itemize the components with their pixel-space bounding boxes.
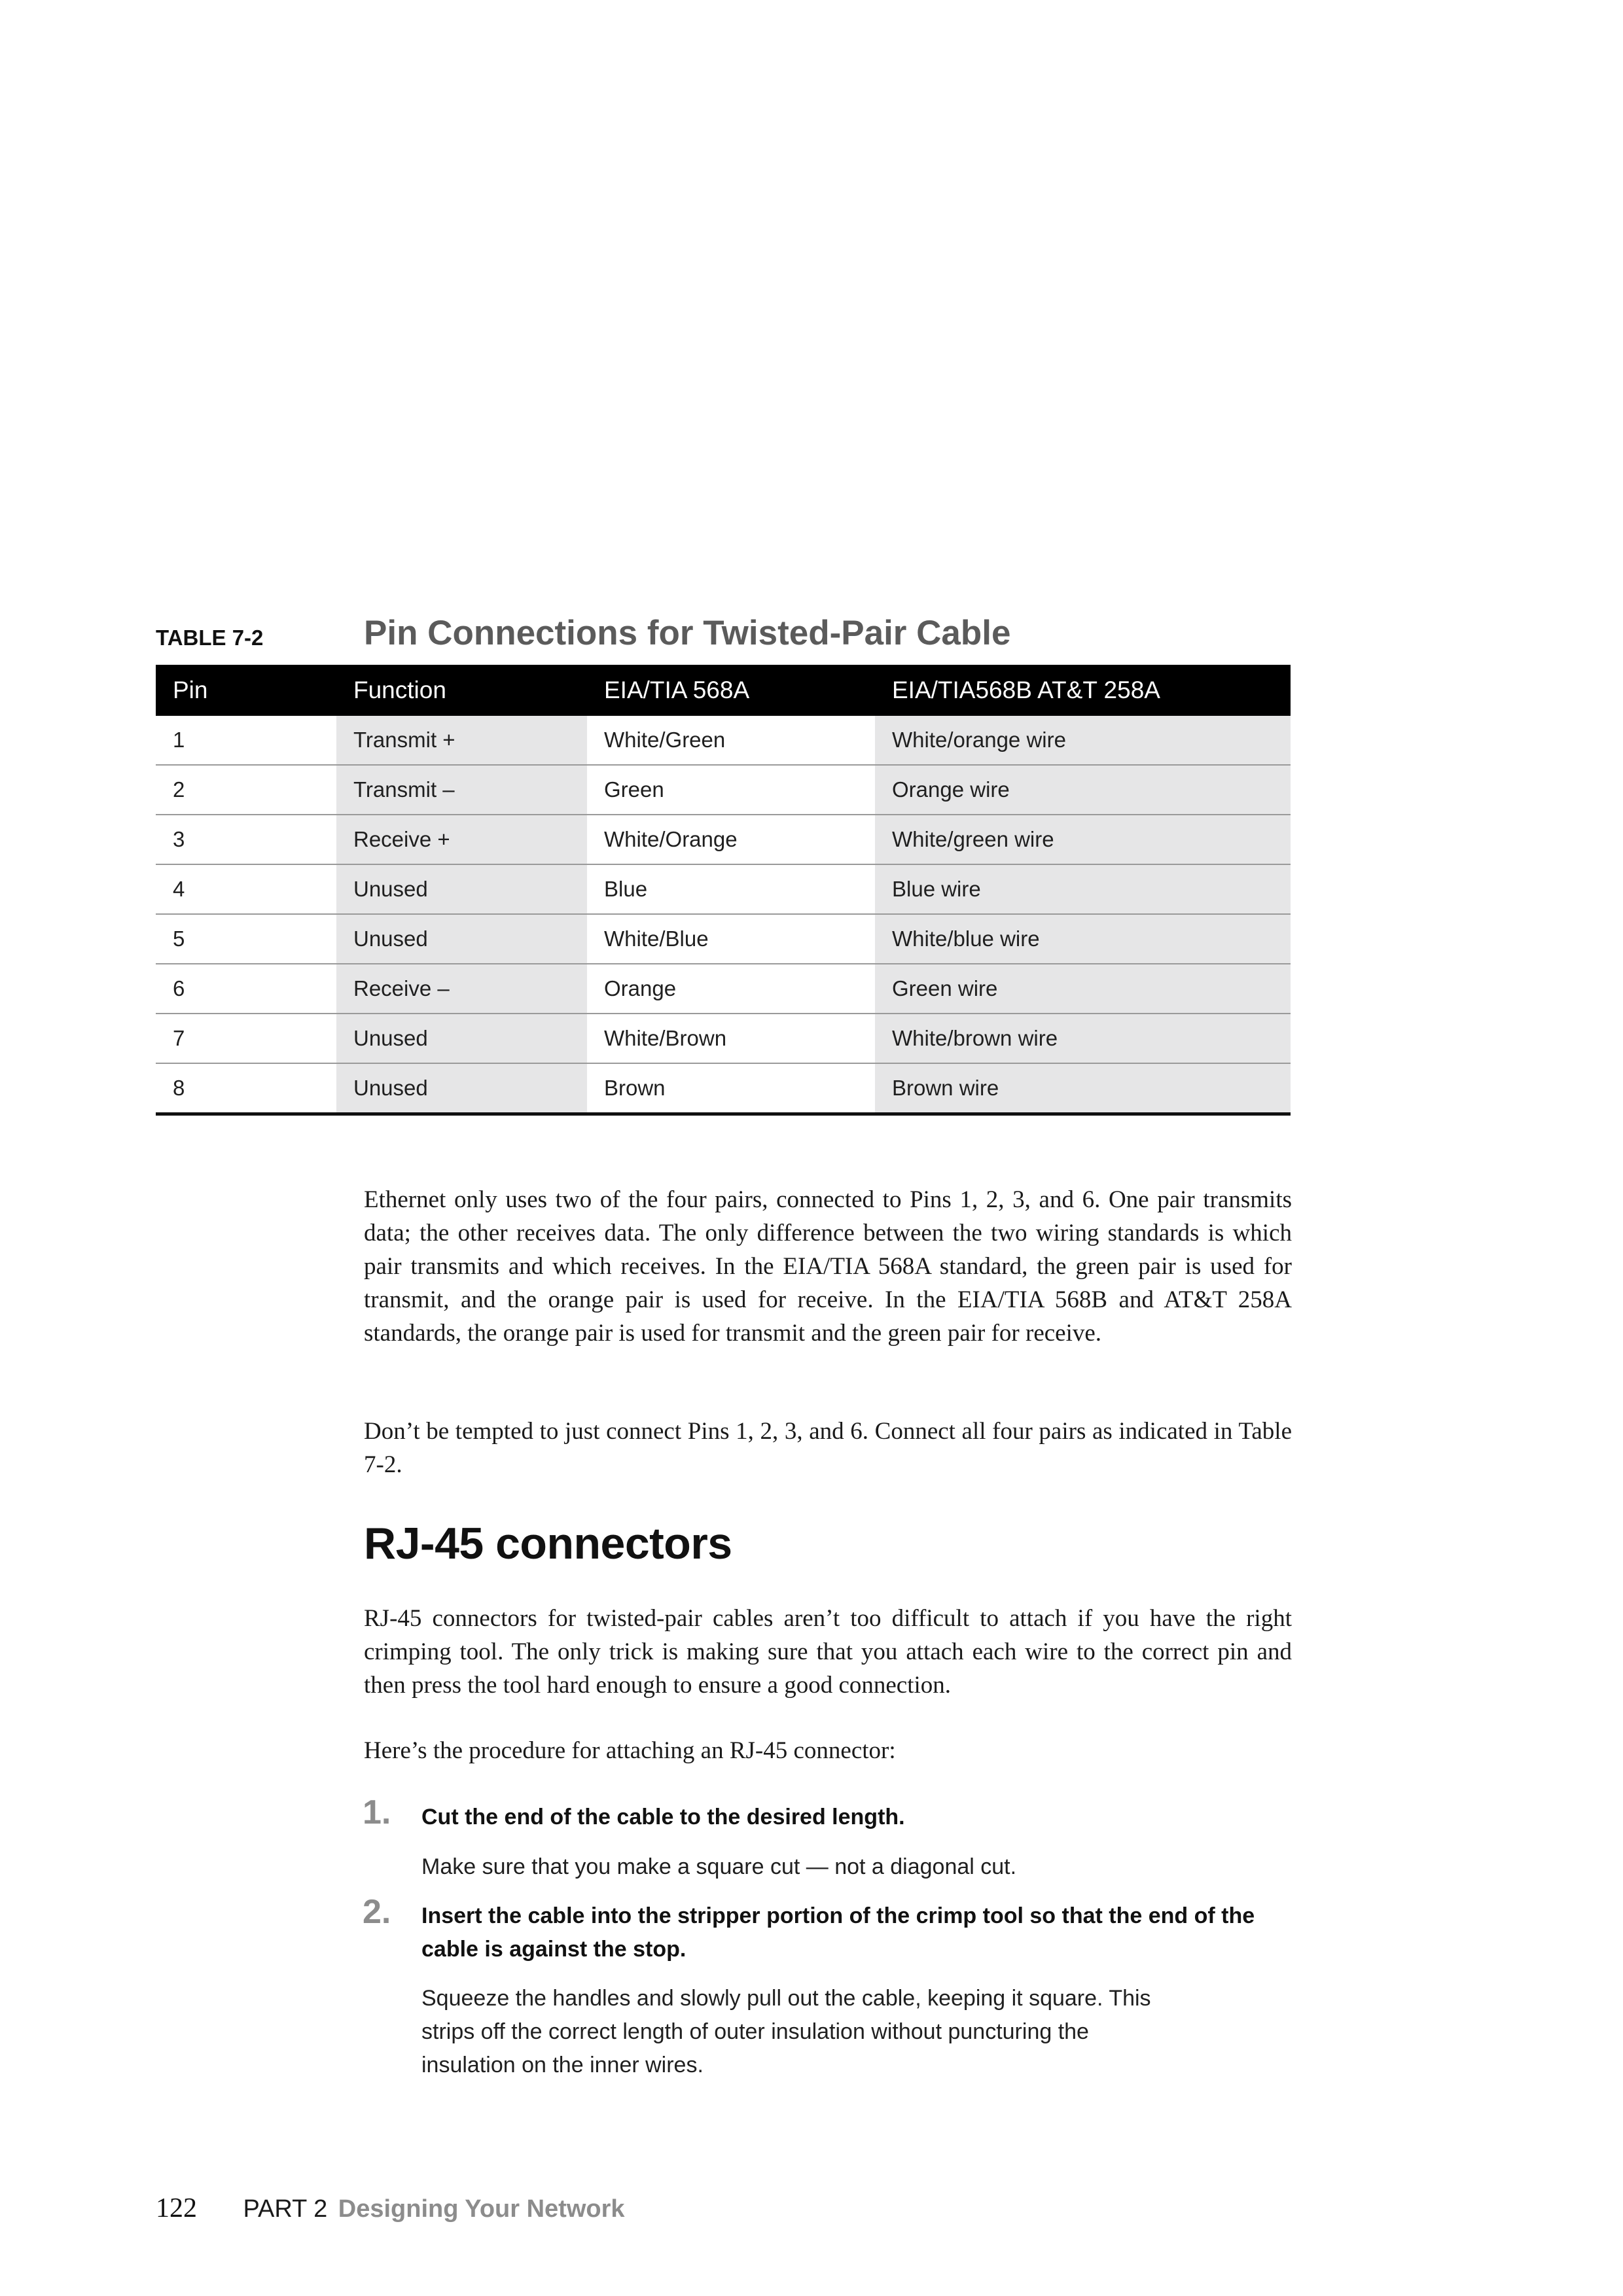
table-row <box>156 864 1291 914</box>
eia-568a-cell: White/Blue <box>587 914 875 964</box>
table-row <box>156 914 1291 964</box>
paragraph-connect-all-pairs: Don’t be tempted to just connect Pins 1, 2, 3, and 6. Connect all four pairs as indicated in Table 7-2. <box>364 1418 1292 1478</box>
paragraph-ethernet-pairs: Ethernet only uses two of the four pairs, connected to Pins 1, 2, 3, and 6. One pair transmits data; the other receives data. The only difference between the two wiring standards is which pair transmits and which receives. In the EIA/TIA 568A standard, the green pair is used for transmit, and the orange pair is used for receive. In the EIA/TIA 568B and AT&T 258A standards, the orange pair is used for transmit and the green pair for receive. <box>364 1186 1292 1347</box>
paragraph-procedure-intro: Here’s the procedure for attaching an RJ-45 connector: <box>364 1737 896 1764</box>
pin-connections-table <box>156 665 1291 1116</box>
eia-568b-cell: White/brown wire <box>875 1014 1291 1063</box>
table-row <box>156 964 1291 1014</box>
header-pin: Pin <box>156 665 336 716</box>
eia-568b-cell: Blue wire <box>875 864 1291 914</box>
eia-568a-cell: White/Brown <box>587 1014 875 1063</box>
eia-568b-cell: Brown wire <box>875 1063 1291 1114</box>
function-cell: Receive + <box>336 815 587 864</box>
eia-568a-cell: Blue <box>587 864 875 914</box>
table-header <box>156 665 1291 716</box>
page-number: 122 <box>156 2193 197 2223</box>
step-title: Cut the end of the cable to the desired length. <box>421 1805 905 1829</box>
paragraph-rj45-intro: RJ-45 connectors for twisted-pair cables aren’t too difficult to attach if you have the right crimping tool. The only trick is making sure that you attach each wire to the correct pin and then press the tool hard enough to ensure a good connection. <box>364 1605 1292 1699</box>
step-title: Insert the cable into the stripper portion of the crimp tool so that the end of the cable is against the stop. <box>421 1903 1255 1962</box>
pin-cell: 1 <box>156 716 336 765</box>
pin-cell: 4 <box>156 864 336 914</box>
eia-568a-cell: White/Green <box>587 716 875 765</box>
step-number: 1. <box>363 1793 391 1831</box>
eia-568b-cell: Orange wire <box>875 765 1291 815</box>
pin-cell: 8 <box>156 1063 336 1114</box>
page-footer <box>156 2193 625 2224</box>
function-cell: Unused <box>336 1014 587 1063</box>
step-detail: Squeeze the handles and slowly pull out the cable, keeping it square. This strips off the correct length of outer insulation without puncturing the insulation on the inner wires. <box>421 1986 1151 2077</box>
function-cell: Transmit – <box>336 765 587 815</box>
table-row <box>156 716 1291 765</box>
table-label: TABLE 7-2 <box>156 626 264 650</box>
function-cell: Unused <box>336 864 587 914</box>
eia-568a-cell: White/Orange <box>587 815 875 864</box>
header-eia-tia-568b-att-258a: EIA/TIA568B AT&T 258A <box>875 665 1291 716</box>
table-row <box>156 815 1291 864</box>
function-cell: Unused <box>336 914 587 964</box>
eia-568b-cell: White/blue wire <box>875 914 1291 964</box>
part-label: PART 2 <box>243 2195 328 2223</box>
header-eia-tia-568a: EIA/TIA 568A <box>587 665 875 716</box>
pin-cell: 2 <box>156 765 336 815</box>
table-header-row <box>156 665 1291 716</box>
pin-cell: 5 <box>156 914 336 964</box>
table-body <box>156 716 1291 1114</box>
eia-568b-cell: Green wire <box>875 964 1291 1014</box>
eia-568a-cell: Orange <box>587 964 875 1014</box>
part-title: Designing Your Network <box>338 2195 625 2223</box>
step-number: 2. <box>363 1893 391 1931</box>
pin-cell: 3 <box>156 815 336 864</box>
step-detail: Make sure that you make a square cut — not a diagonal cut. <box>421 1854 1017 1879</box>
table-row <box>156 1063 1291 1114</box>
table-row <box>156 1014 1291 1063</box>
pin-cell: 7 <box>156 1014 336 1063</box>
table-title: Pin Connections for Twisted-Pair Cable <box>364 614 1011 652</box>
function-cell: Unused <box>336 1063 587 1114</box>
eia-568b-cell: White/orange wire <box>875 716 1291 765</box>
header-function: Function <box>336 665 587 716</box>
table-row <box>156 765 1291 815</box>
pin-cell: 6 <box>156 964 336 1014</box>
function-cell: Receive – <box>336 964 587 1014</box>
section-heading: RJ-45 connectors <box>364 1519 732 1568</box>
eia-568b-cell: White/green wire <box>875 815 1291 864</box>
function-cell: Transmit + <box>336 716 587 765</box>
eia-568a-cell: Green <box>587 765 875 815</box>
eia-568a-cell: Brown <box>587 1063 875 1114</box>
